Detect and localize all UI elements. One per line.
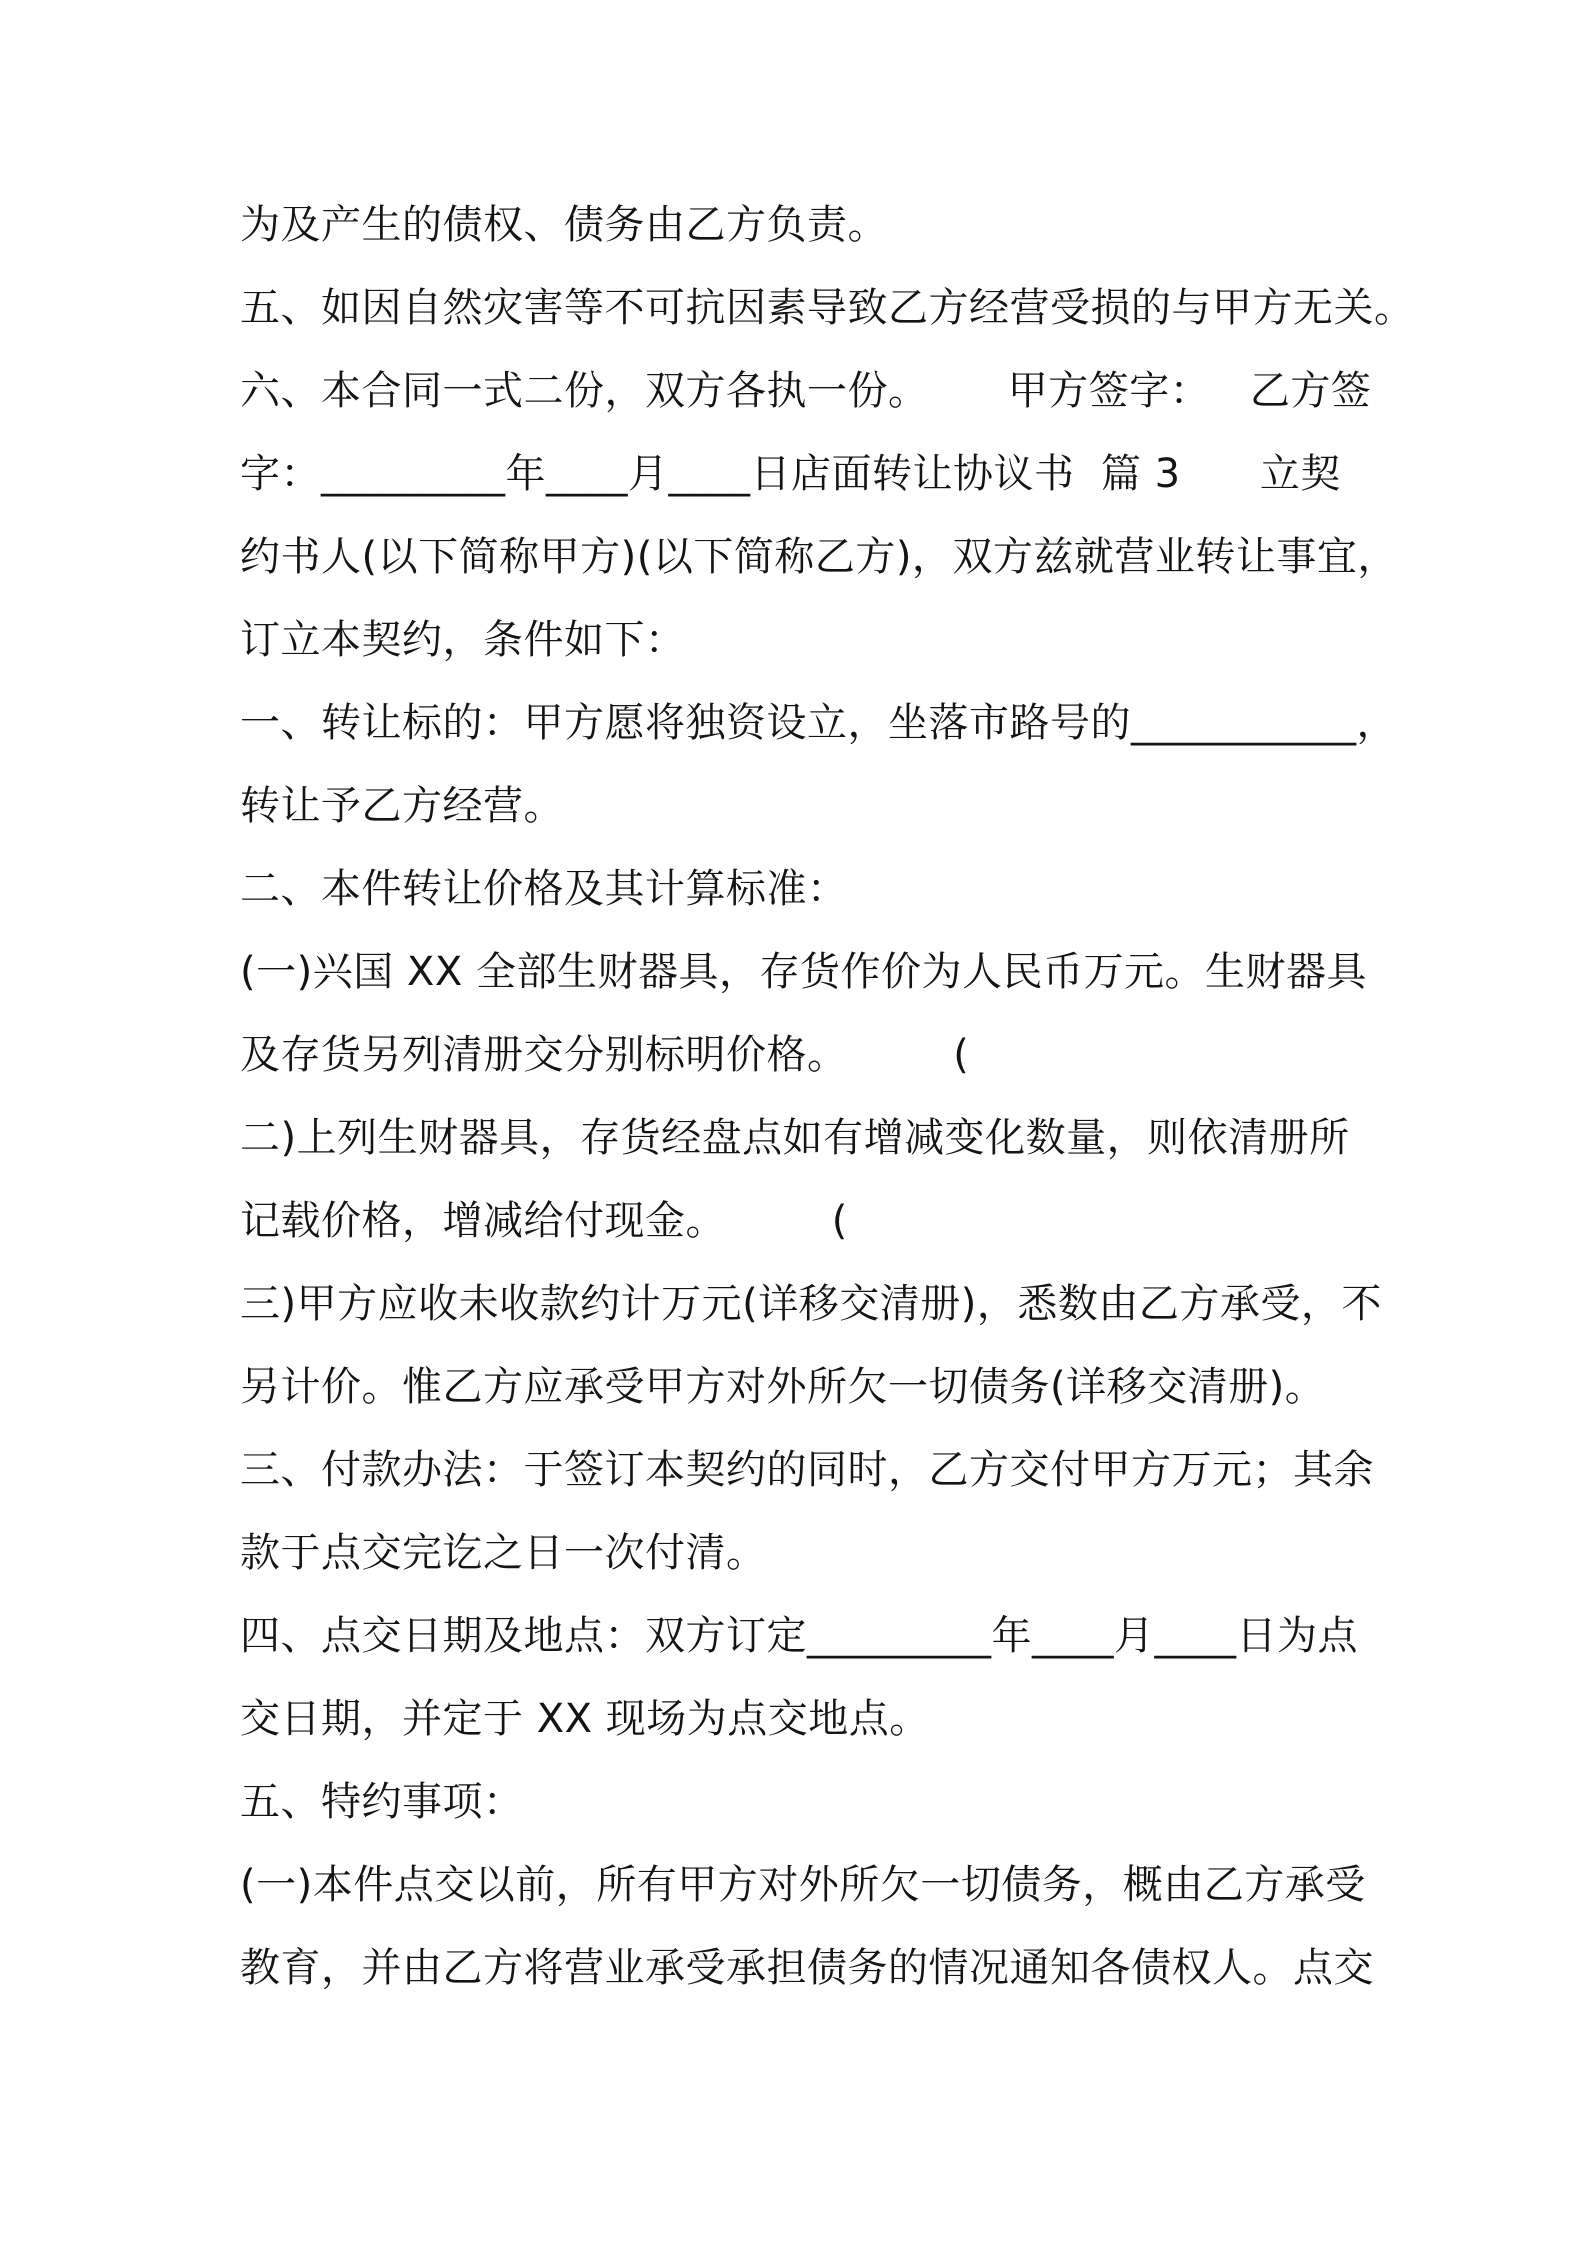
text-line: 二、本件转让价格及其计算标准： (240, 866, 848, 912)
text-line: 六、本合同一式二份，双方各执一份。 甲方签字： 乙方签 (240, 368, 1372, 414)
text-line: 五、如因自然灾害等不可抗因素导致乙方经营受损的与甲方无关。 (240, 285, 1415, 331)
text-line: 四、点交日期及地点：双方订定_________年____月____日为点 (240, 1613, 1358, 1659)
text-line: 转让予乙方经营。 (240, 783, 564, 829)
text-line: 交日期，并定于 XX 现场为点交地点。 (240, 1696, 930, 1742)
text-line: (一)兴国 XX 全部生财器具，存货作价为人民币万元。生财器具 (240, 949, 1367, 995)
text-line: 约书人(以下简称甲方)(以下简称乙方)，双方兹就营业转让事宜， (240, 534, 1398, 580)
text-line: 五、特约事项： (240, 1779, 524, 1825)
text-line: 二)上列生财器具，存货经盘点如有增减变化数量，则依清册所 (240, 1115, 1350, 1161)
text-line: 订立本契约，条件如下： (240, 617, 686, 663)
text-line: 款于点交完讫之日一次付清。 (240, 1530, 767, 1576)
text-line: 为及产生的债权、债务由乙方负责。 (240, 202, 888, 248)
text-line: 教育，并由乙方将营业承受承担债务的情况通知各债权人。点交 (240, 1945, 1374, 1991)
text-line: 及存货另列清册交分别标明价格。 ( (240, 1032, 970, 1078)
text-line: 一、转让标的：甲方愿将独资设立，坐落市路号的___________， (240, 700, 1397, 746)
text-line: (一)本件点交以前，所有甲方对外所欠一切债务，概由乙方承受 (240, 1862, 1366, 1908)
text-line: 三)甲方应收未收款约计万元(详移交清册)，悉数由乙方承受，不 (240, 1281, 1382, 1327)
text-line: 记载价格，增减给付现金。 ( (240, 1198, 848, 1244)
text-line: 字：_________年____月____日店面转让协议书 篇 3 立契 (240, 451, 1341, 497)
text-line: 另计价。惟乙方应承受甲方对外所欠一切债务(详移交清册)。 (240, 1364, 1326, 1410)
text-line: 三、付款办法：于签订本契约的同时，乙方交付甲方万元；其余 (240, 1447, 1374, 1493)
